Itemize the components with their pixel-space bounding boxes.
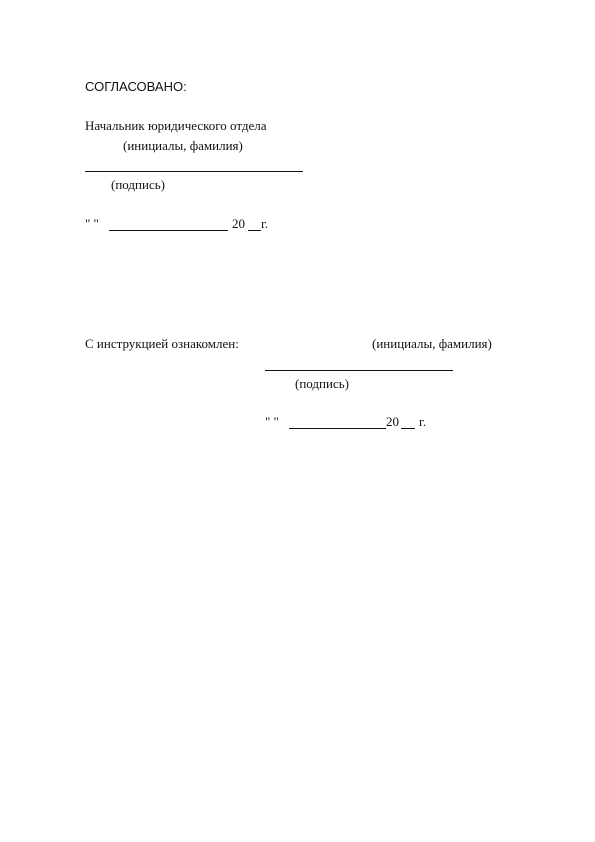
approval-date-day-month-line (109, 230, 228, 231)
approval-heading: СОГЛАСОВАНО: (85, 79, 187, 94)
approval-date-year-prefix: 20 (232, 216, 245, 231)
acknowledgement-date-year-prefix: 20 (386, 414, 399, 429)
acknowledgement-label: С инструкцией ознакомлен: (85, 336, 239, 351)
acknowledgement-date-quotes: " " (265, 414, 279, 429)
acknowledgement-date-year-line (401, 428, 415, 429)
approval-date-year-suffix: г. (261, 216, 269, 231)
approval-name-hint: (инициалы, фамилия) (123, 138, 243, 153)
approval-name-line (85, 171, 303, 172)
approval-date-year-line (248, 230, 261, 231)
acknowledgement-name-hint: (инициалы, фамилия) (372, 336, 492, 351)
approval-date-quotes: " " (85, 216, 99, 231)
approval-position-title: Начальник юридического отдела (85, 118, 267, 133)
approval-signature-hint: (подпись) (111, 177, 165, 192)
acknowledgement-name-line (265, 370, 453, 371)
acknowledgement-signature-hint: (подпись) (295, 376, 349, 391)
acknowledgement-date-day-month-line (289, 428, 386, 429)
acknowledgement-date-year-suffix: г. (419, 414, 427, 429)
